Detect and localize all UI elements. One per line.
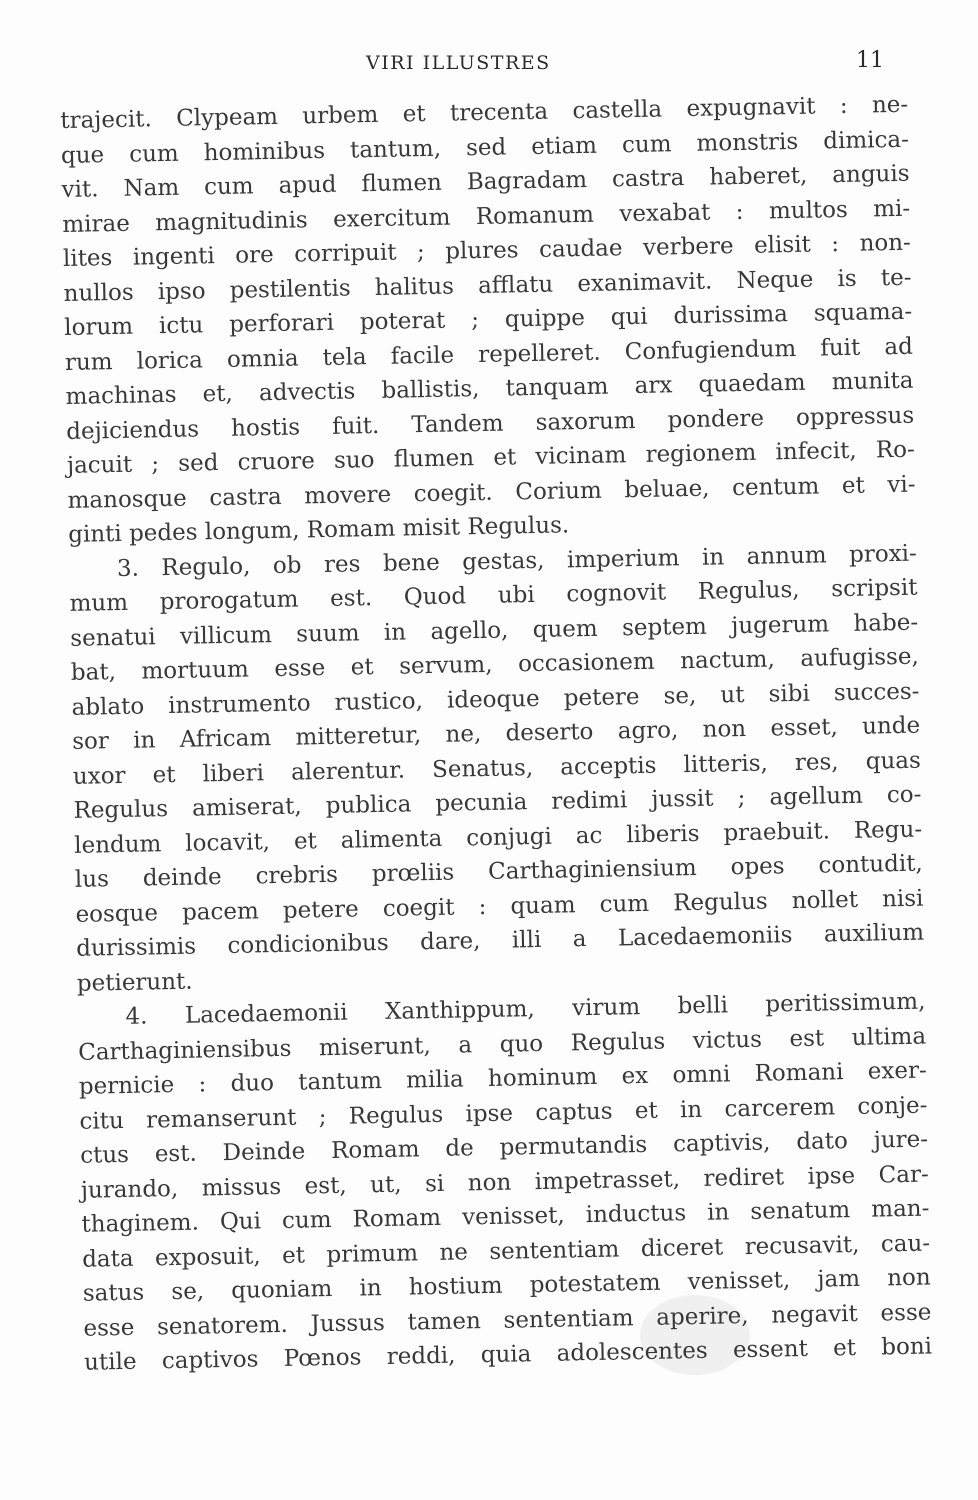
text-line: pernicie : duo tantum milia hominum ex omni Romani exer- bbox=[78, 1057, 927, 1100]
body-text bbox=[60, 88, 932, 1381]
text-line: nullos ipso pestilentis halitus afflatu exanimavit. Neque is te- bbox=[63, 264, 912, 307]
text-line: data exposuit, et primum ne sententiam diceret recusavit, cau- bbox=[81, 1230, 931, 1273]
text-line: esse senatorem. Jussus tamen sententiam aperire, negavit esse bbox=[83, 1298, 932, 1342]
text-line: citu remanserunt ; Regulus ipse captus et in carcerem conje- bbox=[79, 1092, 928, 1135]
section-3-start-line: 3. Regulo, ob res bene gestas, imperium in annum proxi- bbox=[116, 540, 918, 582]
text-line: mum prorogatum est. Quod ubi cognovit Regulus, scripsit bbox=[69, 574, 918, 617]
text-line: rum lorica omnia tela facile repelleret. Confugiendum fuit ad bbox=[64, 333, 914, 376]
text-line: trajecit. Clypeam urbem et trecenta castella expugnavit : ne- bbox=[60, 91, 909, 134]
text-line: uxor et liberi alerentur. Senatus, acceptis litteris, res, quas bbox=[72, 747, 922, 790]
text-line: lendum locavit, et alimenta conjugi ac liberis praebuit. Regu- bbox=[73, 816, 923, 859]
text-line: jurando, missus est, ut, si non impetrasset, rediret ipse Car- bbox=[80, 1161, 929, 1204]
text-line: lorum ictu perforari poterat ; quippe qui durissima squama- bbox=[64, 298, 913, 341]
text-line: machinas et, advectis ballistis, tanquam arx quaedam munita bbox=[65, 367, 914, 410]
running-title: VIRI ILLUSTRES bbox=[366, 52, 551, 74]
text-line: lus deinde crebris prœliis Carthaginiensium opes contudit, bbox=[74, 850, 923, 893]
paragraph-end-line: petierunt. bbox=[76, 968, 193, 997]
text-line: durissimis condicionibus dare, illi a Lacedaemoniis auxilium bbox=[75, 919, 925, 962]
text-line: senatui villicum suum in agello, quem septem jugerum habe- bbox=[70, 609, 919, 652]
text-line: manosque castra movere coegit. Corium beluae, centum et vi- bbox=[67, 471, 916, 514]
text-line: jacuit ; sed cruore suo flumen et vicinam regionem infecit, Ro- bbox=[66, 436, 916, 479]
text-line: lites ingenti ore corripuit ; plures caudae verbere elisit : non- bbox=[62, 229, 912, 272]
page-number: 11 bbox=[856, 48, 884, 73]
section-4-start-line: 4. Lacedaemonii Xanthippum, virum belli peritissimum, bbox=[125, 988, 926, 1030]
running-head bbox=[0, 48, 978, 78]
text-line: thaginem. Qui cum Romam venisset, inductus in senatum man- bbox=[81, 1195, 930, 1238]
text-line: eosque pacem petere coegit : quam cum Regulus nollet nisi bbox=[75, 885, 924, 928]
text-line: que cum hominibus tantum, sed etiam cum monstris dimica- bbox=[60, 126, 910, 169]
text-line: bat, mortuum esse et servum, occasionem nactum, aufugisse, bbox=[70, 643, 920, 686]
text-line: Regulus amiserat, publica pecunia redimi jussit ; agellum co- bbox=[73, 781, 922, 824]
text-line: sor in Africam mitteretur, ne, deserto agro, non esset, unde bbox=[71, 712, 921, 755]
text-line: mirae magnitudinis exercitum Romanum vexabat : multos mi- bbox=[62, 195, 911, 238]
paragraph-end-line: ginti pedes longum, Romam misit Regulus. bbox=[68, 512, 570, 548]
text-line: ablato instrumento rustico, ideoque petere se, ut sibi succes- bbox=[71, 678, 920, 721]
text-line: satus se, quoniam in hostium potestatem venisset, jam non bbox=[82, 1264, 931, 1307]
text-line: dejiciendus hostis fuit. Tandem saxorum pondere oppressus bbox=[66, 402, 915, 445]
text-line: utile captivos Pœnos reddi, quia adolescentes essent et boni bbox=[83, 1333, 933, 1376]
text-line: vit. Nam cum apud flumen Bagradam castra haberet, anguis bbox=[61, 160, 910, 203]
text-line: ctus est. Deinde Romam de permutandis captivis, dato jure- bbox=[79, 1126, 929, 1169]
text-line: Carthaginiensibus miserunt, a quo Regulus victus est ultima bbox=[77, 1023, 927, 1066]
